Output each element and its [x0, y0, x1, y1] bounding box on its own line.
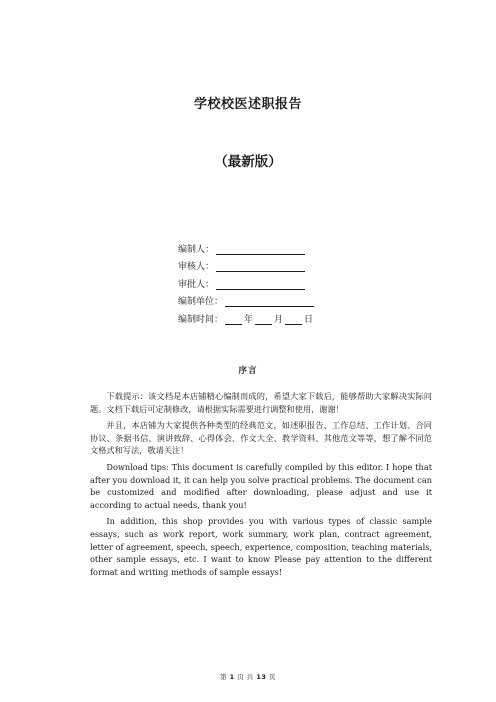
month-label: 月	[274, 314, 284, 325]
preface-body	[90, 390, 432, 582]
footer-page-number: 1	[229, 673, 235, 681]
day-label: 日	[304, 314, 314, 325]
footer-suffix: 页	[268, 673, 276, 681]
time-field	[178, 307, 314, 325]
document-title: 学校校医述职报告	[193, 97, 302, 112]
paragraph-shop-intro-en: In addition, this shop provides you with various types of classic sample essays, such as work report, work summary, work plan, contract agreement, letter of agreement, speech, speech, experience, composition, teaching materials, other sample essays, etc. I want to know Please pay attention to the different format and writing methods of sample essays!	[90, 516, 432, 577]
preface-heading: 序言	[238, 366, 258, 376]
day-blank-line	[285, 314, 302, 325]
paragraph-download-tip-en: Download tips: This document is carefully compiled by this editor. I hope that after you download it, it can help you solve practical problems. The document can be customized and modified after downloading, please adjust and use it according to actual needs, thank you!	[90, 461, 432, 510]
footer-prefix: 第	[220, 673, 228, 681]
footer-middle: 页 共	[237, 673, 254, 681]
paragraph-download-tip-cn: 下载提示：该文档是本店铺精心编制而成的，希望大家下载后，能够帮助大家解决实际问题。文档下载后可定制修改，请根据实际需要进行调整和使用，谢谢！	[90, 391, 432, 414]
reviewer-field	[178, 255, 314, 273]
editor-blank-line	[216, 244, 305, 255]
paragraph-shop-intro-cn: 并且，本店铺为大家提供各种类型的经典范文，如述职报告、工作总结、工作计划、合同协议、条据书信、演讲致辞、心得体会、作文大全、教学资料、其他范文等等，想了解不同范文格式和写法，敬请关注！	[90, 420, 432, 456]
unit-field	[178, 290, 314, 308]
approver-label: 审批人：	[178, 279, 215, 290]
editor-field	[178, 237, 314, 255]
editor-label: 编制人：	[178, 244, 215, 255]
metadata-fields	[178, 237, 314, 325]
approver-blank-line	[216, 279, 305, 290]
unit-label: 编制单位：	[178, 297, 224, 308]
time-label: 编制时间：	[178, 314, 224, 325]
document-subtitle: （最新版）	[214, 154, 282, 170]
year-label: 年	[244, 314, 254, 325]
month-blank-line	[255, 314, 272, 325]
approver-field	[178, 272, 314, 290]
reviewer-blank-line	[216, 261, 305, 272]
reviewer-label: 审核人：	[178, 262, 215, 273]
year-blank-line	[225, 314, 242, 325]
unit-blank-line	[225, 296, 314, 307]
footer-total-pages: 13	[256, 673, 267, 681]
page-footer	[0, 672, 496, 681]
